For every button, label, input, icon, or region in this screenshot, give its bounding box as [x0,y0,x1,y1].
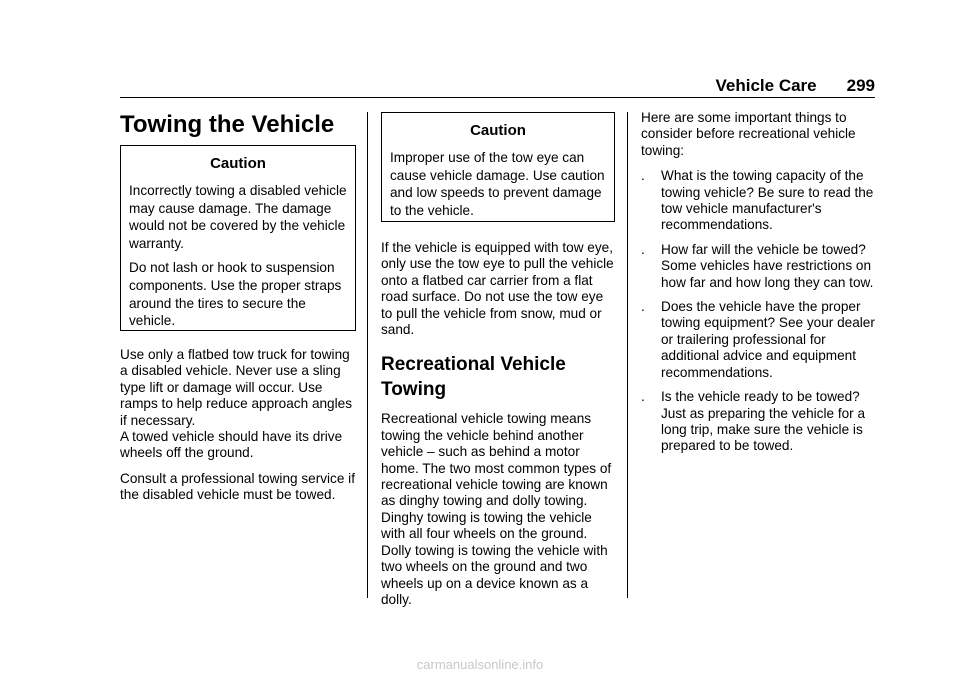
body-paragraph: If the vehicle is equipped with tow eye, only use the tow eye to pull the vehicle onto a flatbed car carrier from a flat road surface. Do not use the tow eye to pull the vehicle from snow, mud or sand. [381,240,614,338]
body-paragraph: Recreational vehicle towing means towing the vehicle behind another vehicle – such as behind a motor home. The two most common types of recreational vehicle towing are known as dinghy towing and dolly towing. Dinghy towing is towing the vehicle with all four wheels on the ground. Dolly towing is towing the vehicle with two wheels on the ground and two wheels up on a device known as a dolly. [381,411,612,607]
list-item-text: How far will the vehicle be towed? Some vehicles have restrictions on how far and how long they can tow. [661,241,874,290]
list-item [641,242,877,291]
bullet-marker: . [641,299,645,315]
page-header [120,70,875,96]
column-left [120,108,356,504]
column-right [641,108,877,463]
column-divider [367,112,368,598]
body-paragraph: Use only a flatbed tow truck for towing a disabled vehicle. Never use a sling type lift or damage will occur. Use ramps to help reduce approach angles if necessary. [120,347,352,428]
caution-title: Caution [470,122,526,139]
section-title: Vehicle Care [715,76,817,95]
consideration-list [641,168,877,455]
list-item [641,389,877,455]
list-item [641,299,877,381]
page-title: Towing the Vehicle [120,111,335,138]
column-divider [627,112,628,598]
bullet-marker: . [641,168,645,184]
section-heading: Recreational Vehicle Towing [381,354,566,401]
watermark: carmanualsonline.info [416,657,544,672]
body-paragraph: Consult a professional towing service if the disabled vehicle must be towed. [120,470,355,503]
list-item [641,168,877,234]
intro-paragraph: Here are some important things to consider before recreational vehicle towing: [641,110,856,158]
bullet-marker: . [641,241,645,257]
list-item-text: Does the vehicle have the proper towing equipment? See your dealer or trailering professional for additional advice and equipment recommendations. [661,299,875,380]
caution-box [381,112,615,222]
column-middle [381,108,615,608]
list-item-text: Is the vehicle ready to be towed? Just as preparing the vehicle for a long trip, make sure the vehicle is prepared to be towed. [661,389,866,454]
header-rule [120,97,875,98]
caution-paragraph: Incorrectly towing a disabled vehicle may cause damage. The damage would not be covered by the vehicle warranty. [129,183,347,251]
body-paragraph: A towed vehicle should have its drive wheels off the ground. [120,429,343,461]
bullet-marker: . [641,389,645,405]
page-number: 299 [846,76,875,95]
caution-title: Caution [210,155,266,172]
caution-paragraph: Improper use of the tow eye can cause vehicle damage. Use caution and low speeds to prevent damage to the vehicle. [390,150,605,218]
caution-paragraph: Do not lash or hook to suspension components. Use the proper straps around the tires to secure the vehicle. [129,260,342,329]
caution-box [120,145,356,331]
list-item-text: What is the towing capacity of the towing vehicle? Be sure to read the tow vehicle manufacturer's recommendations. [661,168,874,233]
